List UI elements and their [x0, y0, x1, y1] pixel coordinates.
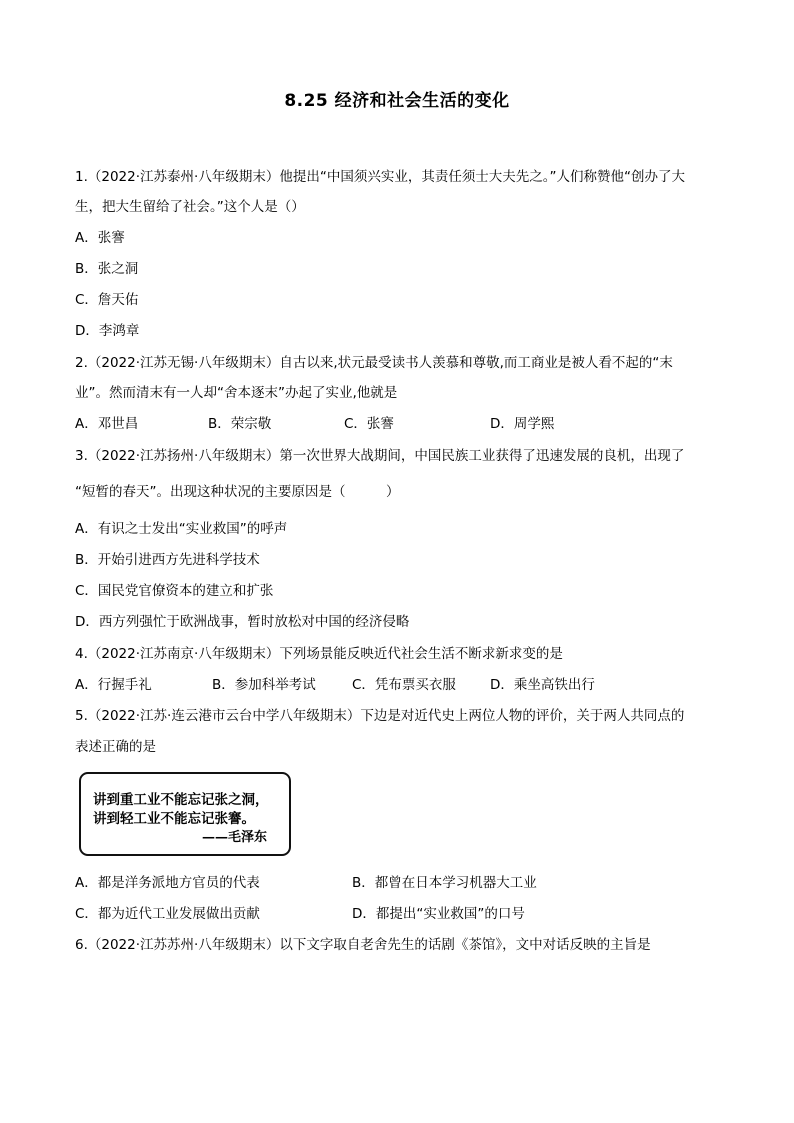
quote-box: [79, 772, 291, 856]
question-1-option-a: A．张謇: [75, 230, 125, 246]
question-2-stem-line1: 2.（2022·江苏无锡·八年级期末）自古以来,状元最受读书人羡慕和尊敬,而工商业是被人看不起的“末: [75, 355, 673, 371]
question-5-option-b: B．都曾在日本学习机器大工业: [352, 875, 537, 891]
question-3-stem-line1: 3.（2022·江苏扬州·八年级期末）第一次世界大战期间，中国民族工业获得了迅速发展的良机，出现了: [75, 448, 685, 464]
question-3-option-a: A．有识之士发出“实业救国”的呼声: [75, 521, 288, 537]
question-4-option-c: C．凭布票买衣服: [352, 677, 456, 693]
question-3-option-c: C．国民党官僚资本的建立和扩张: [75, 583, 274, 599]
quote-line-1: 讲到重工业不能忘记张之洞，: [93, 792, 269, 808]
question-1-stem-line1: 1.（2022·江苏泰州·八年级期末）他提出“中国须兴实业，其责任须士大夫先之。”人们称赞他“创办了大: [75, 169, 686, 185]
question-3-option-b: B．开始引进西方先进科学技术: [75, 552, 260, 568]
question-2-option-c: C．张謇: [344, 416, 394, 432]
question-1-option-c: C．詹天佑: [75, 292, 139, 308]
question-5-option-c: C．都为近代工业发展做出贡献: [75, 906, 260, 922]
question-4-option-d: D．乘坐高铁出行: [490, 677, 595, 693]
question-1-option-d: D．李鸿章: [75, 323, 140, 339]
question-6-stem: 6.（2022·江苏苏州·八年级期末）以下文字取自老舍先生的话剧《茶馆》，文中对话反映的主旨是: [75, 937, 651, 953]
question-5-stem-line2: 表述正确的是: [75, 739, 156, 755]
question-1-stem-line2: 生，把大生留给了社会。”这个人是（）: [75, 199, 305, 215]
question-4-stem: 4.（2022·江苏南京·八年级期末）下列场景能反映近代社会生活不断求新求变的是: [75, 646, 563, 662]
question-4-option-b: B．参加科举考试: [212, 677, 316, 693]
question-2-stem-line2: 业”。然而清末有一人却“舍本逐末”办起了实业,他就是: [75, 385, 398, 401]
page-title: 8.25 经济和社会生活的变化: [284, 91, 510, 111]
question-5-option-d: D．都提出“实业救国”的口号: [352, 906, 525, 922]
question-2-option-d: D．周学熙: [490, 416, 555, 432]
question-2-option-a: A．邓世昌: [75, 416, 139, 432]
question-3-stem-line2: “短暂的春天”。出现这种状况的主要原因是（ ）: [75, 484, 400, 500]
quote-author: ——毛泽东: [201, 830, 267, 845]
quote-line-2: 讲到轻工业不能忘记张謇。: [93, 811, 255, 827]
question-1-option-b: B．张之洞: [75, 261, 139, 277]
question-5-stem-line1: 5.（2022·江苏·连云港市云台中学八年级期末）下边是对近代史上两位人物的评价，关于两人共同点的: [75, 708, 685, 724]
question-2-option-b: B．荣宗敬: [208, 416, 272, 432]
question-3-option-d: D．西方列强忙于欧洲战事，暂时放松对中国的经济侵略: [75, 614, 410, 630]
question-5-option-a: A．都是洋务派地方官员的代表: [75, 875, 260, 891]
question-4-option-a: A．行握手礼: [75, 677, 152, 693]
